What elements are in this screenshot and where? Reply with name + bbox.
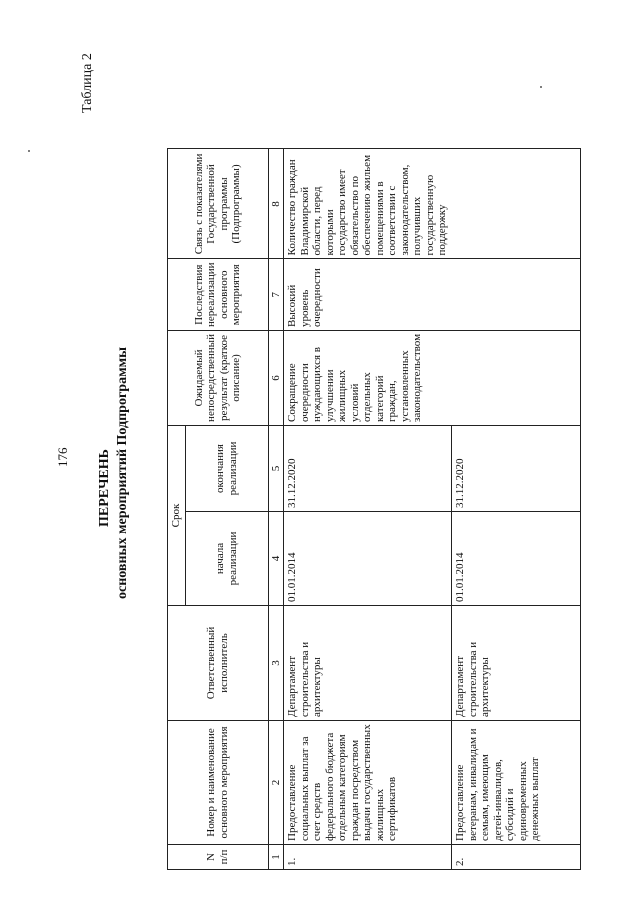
page-number: 176 <box>55 447 70 467</box>
column-numbers-row <box>268 149 284 870</box>
table-row <box>284 149 452 870</box>
column-number: 3 <box>268 606 284 721</box>
header-start: начала реализации <box>185 512 268 606</box>
row-link: Количество граждан Владимирской области, перед которыми государство имеет обязательство по обеспечению жильем помещениями в соответствии с законодательством, получивших государственную поддержку <box>284 149 581 259</box>
column-number: 1 <box>268 845 284 870</box>
row-start: 01.01.2014 <box>284 512 452 606</box>
row-start: 01.01.2014 <box>452 512 581 606</box>
column-number: 5 <box>268 426 284 512</box>
header-name: Номер и наименование основного мероприятия <box>168 721 269 845</box>
header-consequences: Последствия нереализации основного мероприятия <box>168 259 269 331</box>
row-n: 2. <box>452 845 581 870</box>
header-term: Срок <box>168 426 186 606</box>
column-number: 8 <box>268 149 284 259</box>
column-number: 4 <box>268 512 284 606</box>
header-link: Связь с показателями Государственной программы (Подпрограммы) <box>168 149 269 259</box>
row-name: Предоставление ветеранам, инвалидам и семьям, имеющим детей-инвалидов, субсидий и единовременных денежных выплат <box>452 721 581 845</box>
column-number: 7 <box>268 259 284 331</box>
row-executor: Департамент строительства и архитектуры <box>452 606 581 721</box>
column-number: 6 <box>268 330 284 425</box>
row-end: 31.12.2020 <box>284 426 452 512</box>
column-number: 2 <box>268 721 284 845</box>
header-end: окончания реализации <box>185 426 268 512</box>
document-subtitle: основных мероприятий Подпрограммы <box>115 346 130 599</box>
table-header-row <box>168 149 186 870</box>
row-n: 1. <box>284 845 452 870</box>
measures-table <box>167 148 581 870</box>
row-result: Сокращение очередности нуждающихся в улучшении жилищных условий отдельных категорий граждан, установленных законодательством <box>284 330 581 425</box>
document-title: ПЕРЕЧЕНЬ <box>97 449 112 527</box>
header-executor: Ответственный исполнитель <box>168 606 269 721</box>
row-executor: Департамент строительства и архитектуры <box>284 606 452 721</box>
row-consequences: Высокий уровень очередности <box>284 259 581 331</box>
header-result: Ожидаемый непосредственный результат (краткое описание) <box>168 330 269 425</box>
row-name: Предоставление социальных выплат за счет средств федерального бюджета отдельным категориям граждан посредством выдачи государственных жилищных сертификатов <box>284 721 452 845</box>
header-n: N п/п <box>168 845 269 870</box>
scan-speck <box>540 86 542 88</box>
table-label: Таблица 2 <box>80 53 95 113</box>
scan-speck <box>28 150 30 152</box>
row-end: 31.12.2020 <box>452 426 581 512</box>
